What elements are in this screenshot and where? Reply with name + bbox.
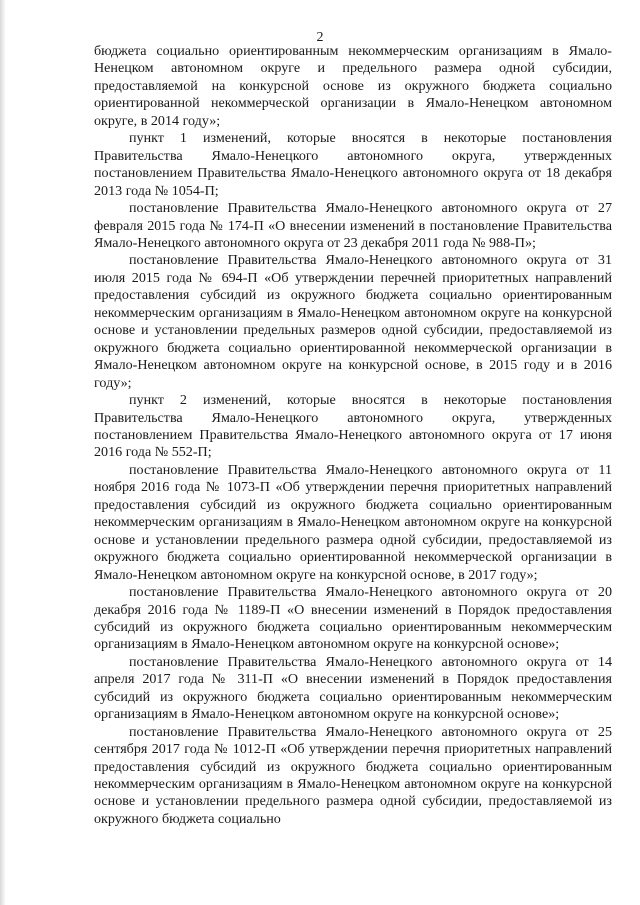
paragraph-decree-694: постановление Правительства Ямало-Ненецкого автономного округа от 31 июля 2015 года № 694-П «Об утверждении перечней приоритетных направлений предоставления субсидий из окружного бюджета социально ориентированным некоммерческим организациям в Ямало-Ненецком автономном округе на конкурсной основе и установлении предельных размеров одной субсидии, предоставляемой из окружного бюджета социально ориентированной некоммерческой организации в Ямало-Ненецком автономном округе на конкурсной основе, в 2015 году и в 2016 году»;	[94, 252, 612, 391]
paragraph-decree-1189: постановление Правительства Ямало-Ненецкого автономного округа от 20 декабря 2016 года № 1189-П «О внесении изменений в Порядок предоставления субсидий из окружного бюджета социально ориентированным некоммерческим организациям в Ямало-Ненецком автономном округе на конкурсной основе»;	[94, 584, 612, 653]
page-edge-shadow	[0, 0, 6, 905]
paragraph-decree-311: постановление Правительства Ямало-Ненецкого автономного округа от 14 апреля 2017 года № 311-П «О внесении изменений в Порядок предоставления субсидий из окружного бюджета социально ориентированным некоммерческим организациям в Ямало-Ненецком автономном округе на конкурсной основе»;	[94, 653, 612, 723]
paragraph-decree-174: постановление Правительства Ямало-Ненецкого автономного округа от 27 февраля 2015 года № 174-П «О внесении изменений в постановление Правительства Ямало-Ненецкого автономного округа от 23 декабря 2011 года № 988-П»;	[94, 200, 612, 251]
paragraph-item-1-of-decree-1054: пункт 1 изменений, которые вносятся в некоторые постановления Правительства Ямало-Ненецкого автономного округа, утвержденных постановлением Правительства Ямало-Ненецкого автономного округа от 18 декабря 2013 года № 1054-П;	[94, 130, 612, 199]
paragraph-decree-1073: постановление Правительства Ямало-Ненецкого автономного округа от 11 ноября 2016 года № 1073-П «Об утверждении перечня приоритетных направлений предоставления субсидий из окружного бюджета социально ориентированным некоммерческим организациям в Ямало-Ненецком автономном округе на конкурсной основе и установлении предельного размера одной субсидии, предоставляемой из окружного бюджета социально ориентированной некоммерческой организации в Ямало-Ненецком автономном округе на конкурсной основе, в 2017 году»;	[94, 461, 612, 583]
paragraph-item-2-of-decree-552: пункт 2 изменений, которые вносятся в некоторые постановления Правительства Ямало-Ненецкого автономного округа, утвержденных постановлением Правительства Ямало-Ненецкого автономного округа от 17 июня 2016 года № 552-П;	[94, 392, 612, 461]
paragraph-continued: бюджета социально ориентированным некоммерческим организациям в Ямало-Ненецком автономном округе и предельного размера одной субсидии, предоставляемой на конкурсной основе из окружного бюджета социально ориентированной некоммерческой организации в Ямало-Ненецком автономном округе, в 2014 году»;	[94, 43, 612, 129]
page-number: 2	[316, 30, 324, 45]
paragraph-decree-1012: постановление Правительства Ямало-Ненецкого автономного округа от 25 сентября 2017 года № 1012-П «Об утверждении перечня приоритетных направлений предоставления субсидий из окружного бюджета социально ориентированным некоммерческим организациям в Ямало-Ненецком автономном округе на конкурсной основе и установлении предельного размера одной субсидии, предоставляемой из окружного бюджета социально	[94, 723, 612, 827]
document-body	[94, 43, 612, 828]
